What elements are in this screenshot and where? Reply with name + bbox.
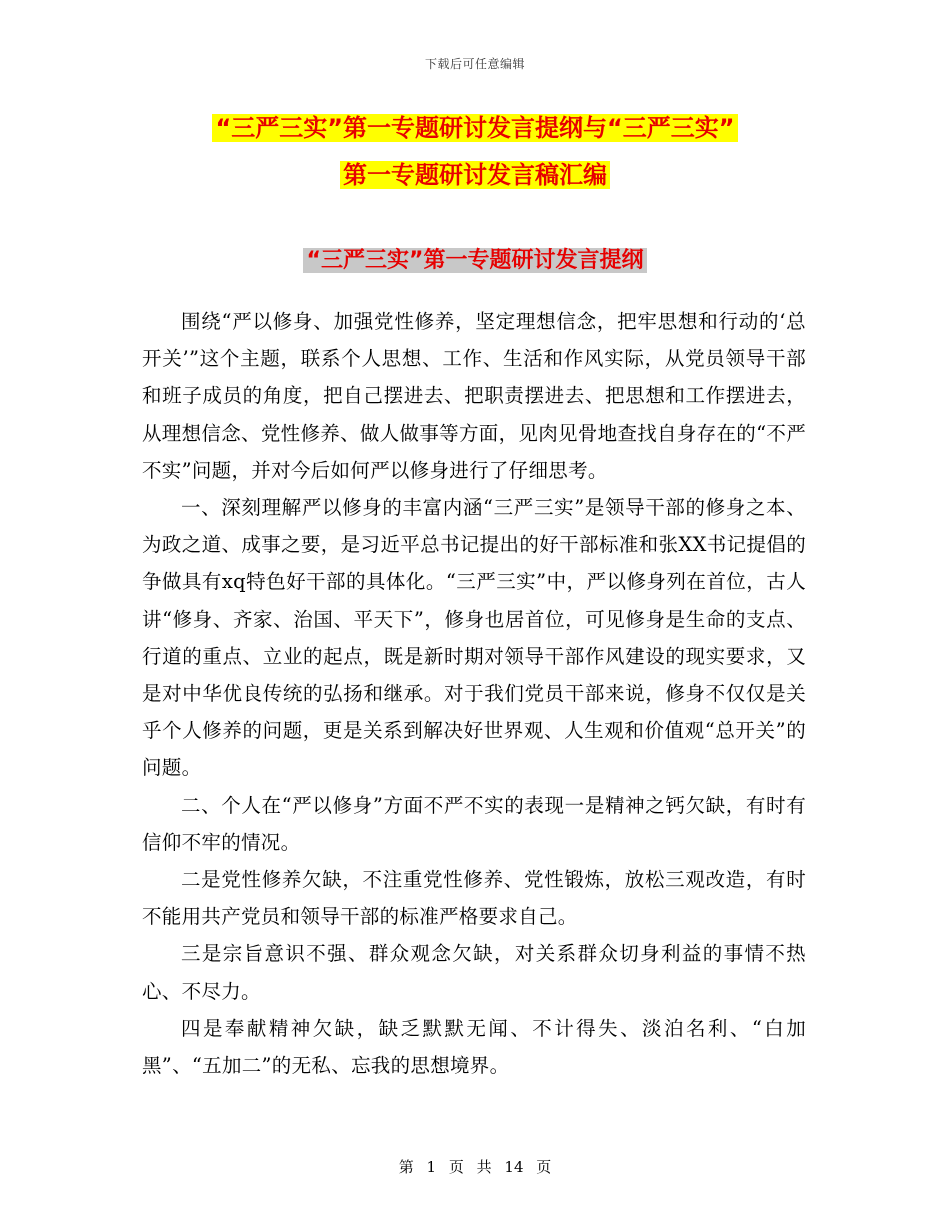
- page-number: 1: [426, 1158, 437, 1176]
- page-total: 14: [504, 1158, 524, 1176]
- body-text: [142, 303, 806, 1084]
- section-subtitle: [0, 244, 950, 278]
- paragraph: 三是宗旨意识不强、群众观念欠缺，对关系群众切身利益的事情不热心、不尽力。: [142, 942, 806, 1003]
- paragraph: 二是党性修养欠缺，不注重党性修养、党性锻炼，放松三观改造，有时不能用共产党员和领导干部的标准严格要求自己。: [142, 868, 806, 929]
- footer-total-prefix: 共: [476, 1158, 492, 1176]
- header-note: 下载后可任意编辑: [424, 57, 525, 71]
- footer-prefix: 第: [398, 1158, 414, 1176]
- subtitle-text: “三严三实”第一专题研讨发言提纲: [303, 248, 648, 273]
- paragraph: 一、深刻理解严以修身的丰富内涵“三严三实”是领导干部的修身之本、为政之道、成事之要，是习近平总书记提出的好干部标准和张XX书记提倡的争做具有xq特色好干部的具体化。“三严三实”中，严以修身列在首位，古人讲“修身、齐家、治国、平天下”，修身也居首位，可见修身是生命的支点、行道的重点、立业的起点，既是新时期对领导干部作风建设的现实要求，又是对中华优良传统的弘扬和继承。对于我们党员干部来说，修身不仅仅是关乎个人修养的问题，更是关系到解决好世界观、人生观和价值观“总开关”的问题。: [142, 496, 806, 780]
- paragraph: 二、个人在“严以修身”方面不严不实的表现一是精神之钙欠缺，有时有信仰不牢的情况。: [142, 793, 806, 854]
- document-title-line-1: [0, 111, 950, 145]
- title-text-1: “三严三实”第一专题研讨发言提纲与“三严三实”: [212, 114, 737, 142]
- footer-middle: 页: [448, 1158, 464, 1176]
- page-footer: [0, 1156, 950, 1177]
- paragraph: 四是奉献精神欠缺，缺乏默默无闻、不计得失、淡泊名利、“白加黑”、“五加二”的无私、忘我的思想境界。: [142, 1016, 806, 1078]
- footer-suffix: 页: [536, 1158, 552, 1176]
- title-text-2: 第一专题研讨发言稿汇编: [340, 161, 610, 189]
- document-title-line-2: [0, 158, 950, 192]
- paragraph: 围绕“严以修身、加强党性修养，坚定理想信念，把牢思想和行动的‘总开关’”这个主题，联系个人思想、工作、生活和作风实际，从党员领导干部和班子成员的角度，把自己摆进去、把职责摆进去、把思想和工作摆进去，从理想信念、党性修养、做人做事等方面，见肉见骨地查找自身存在的“不严不实”问题，并对今后如何严以修身进行了仔细思考。: [142, 310, 806, 482]
